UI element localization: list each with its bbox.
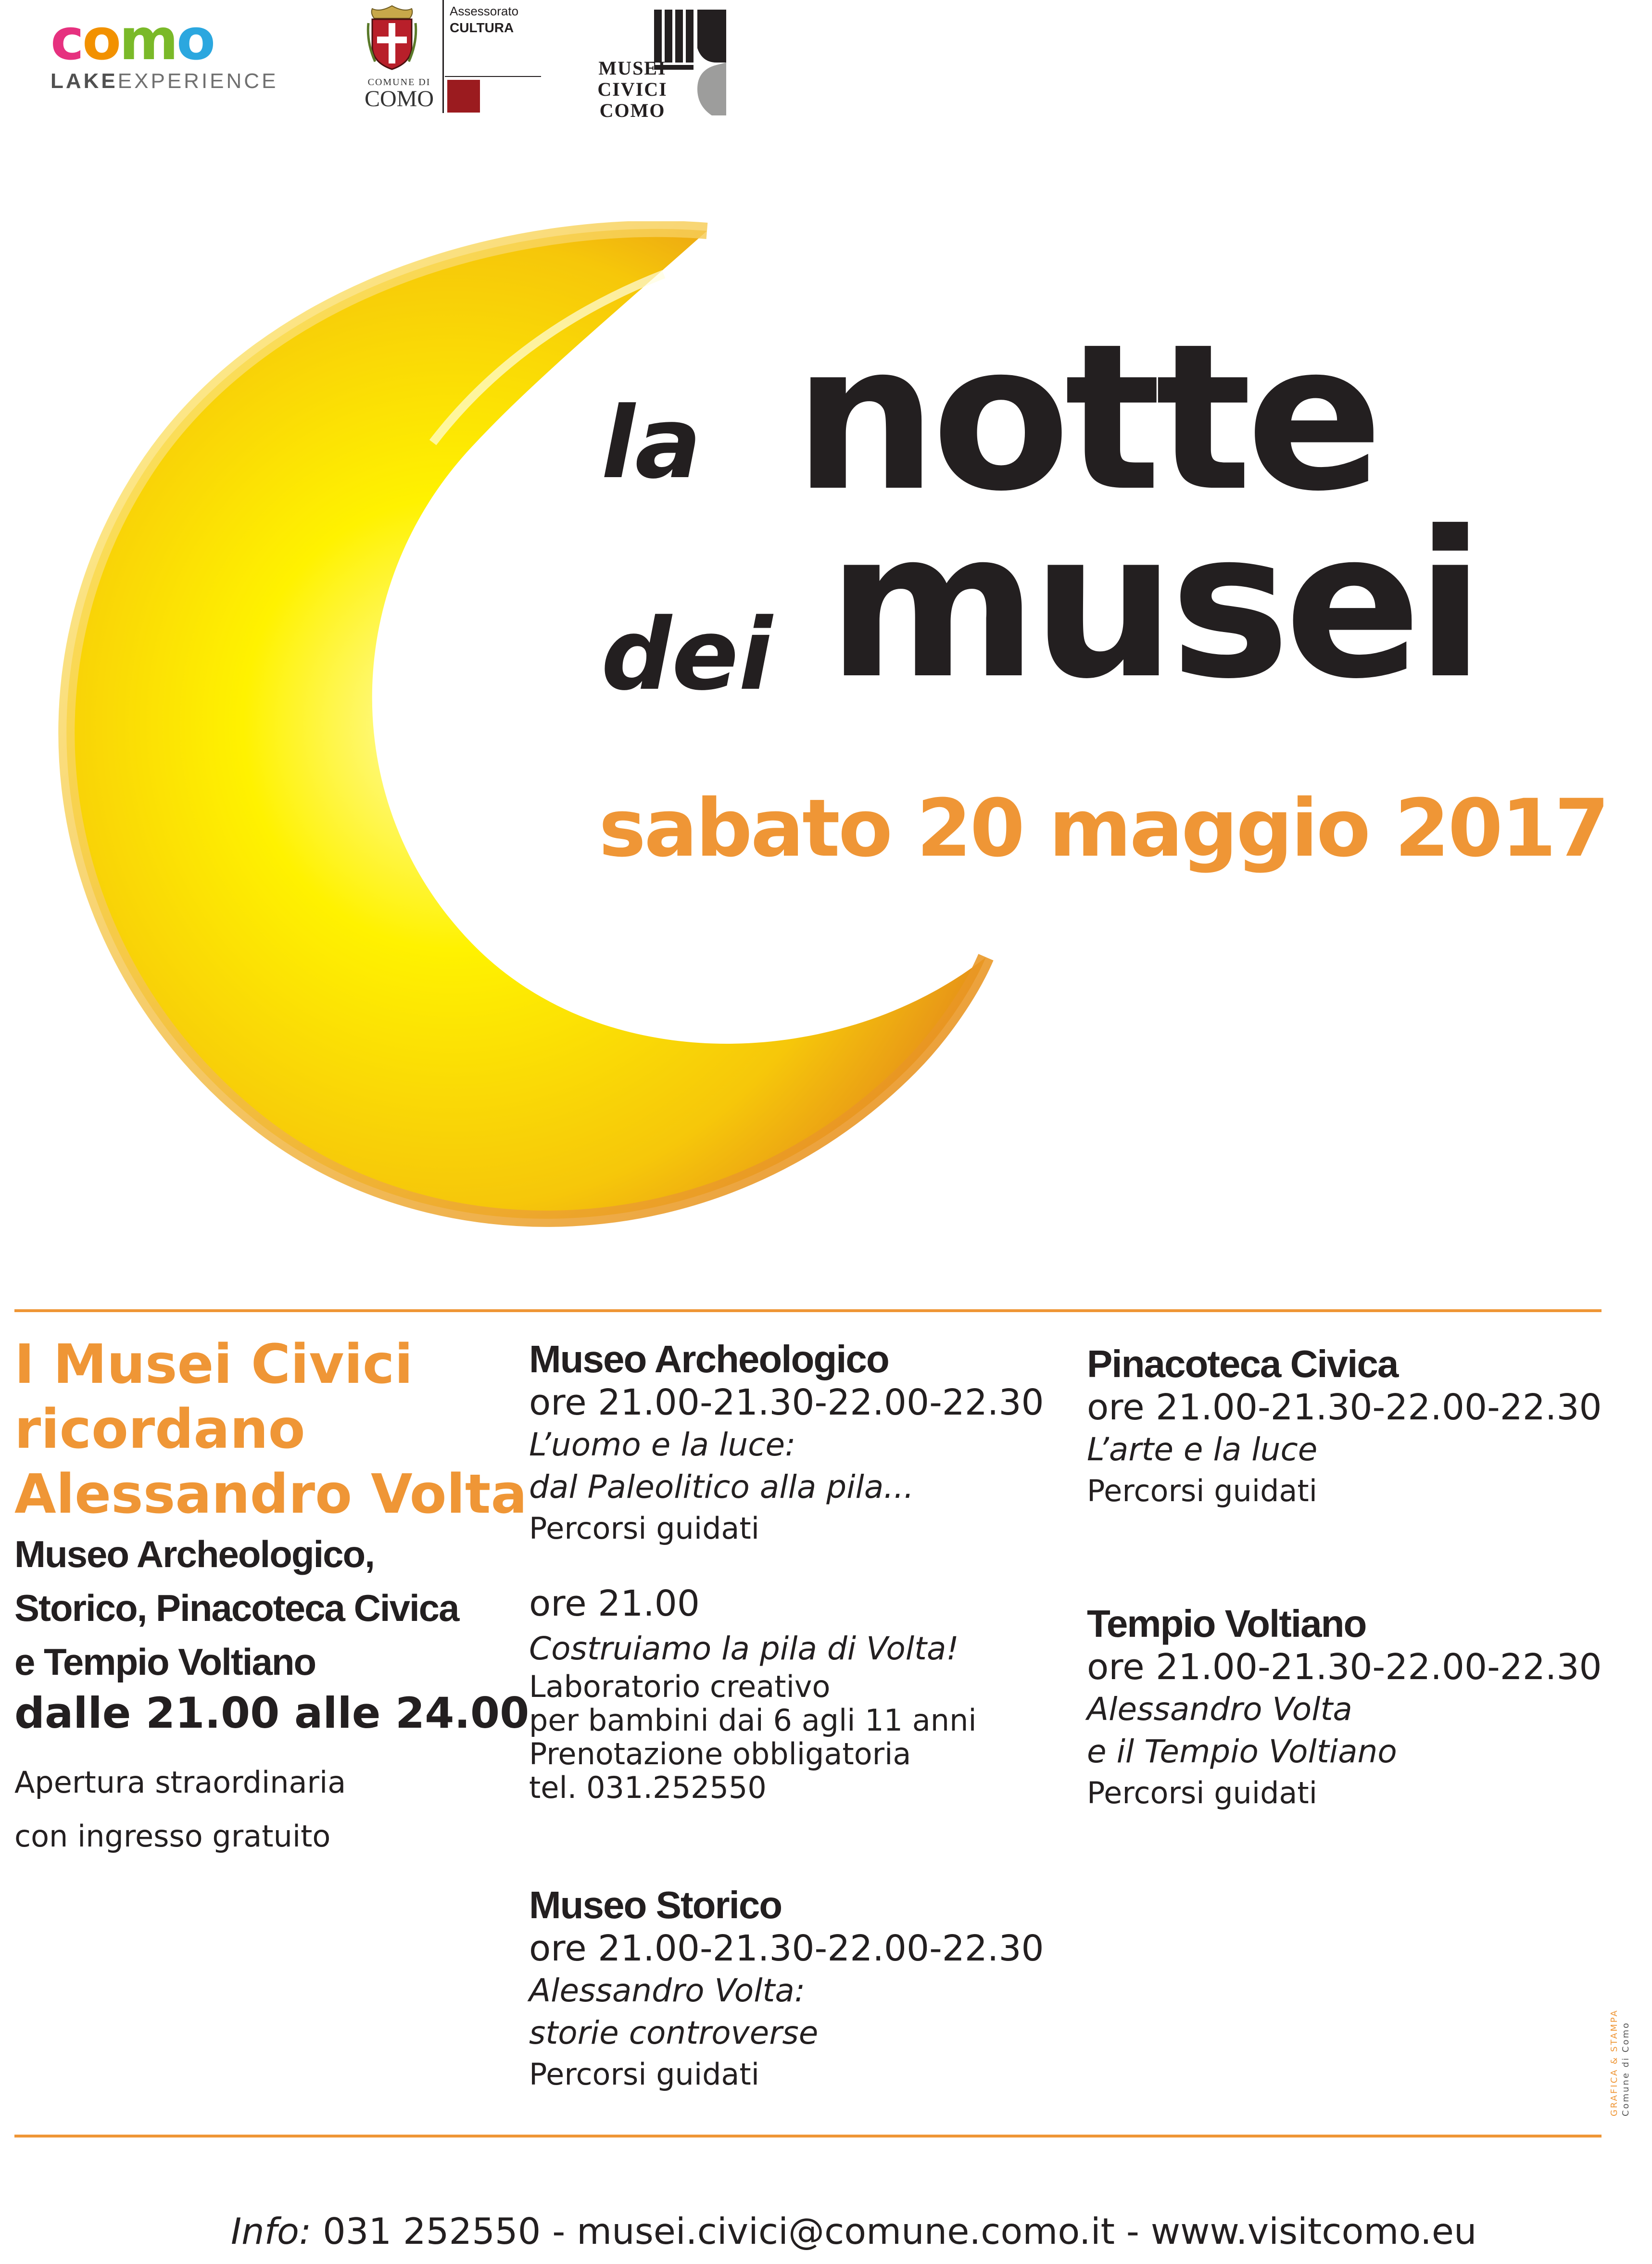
venue-line: Museo Archeologico,	[14, 1533, 374, 1575]
como-letter: c	[50, 6, 82, 73]
tour-theme: Alessandro Volta:	[529, 1972, 806, 2009]
tour-theme: dal Paleolitico alla pila...	[529, 1468, 914, 1505]
venue-line: Storico, Pinacoteca Civica	[14, 1587, 459, 1629]
red-square-mark	[447, 80, 480, 113]
logo-divider	[442, 0, 444, 113]
lab-line: Laboratorio creativo	[529, 1669, 831, 1704]
title-dei: dei	[601, 598, 773, 712]
musei-civici-como-text	[592, 58, 673, 121]
intro-heading-line: Alessandro Volta	[14, 1463, 528, 1526]
como-wordmark	[50, 6, 281, 73]
title-musei: musei	[827, 488, 1479, 723]
lab-line: tel. 031.252550	[529, 1770, 767, 1805]
tour-theme: L’uomo e la luce:	[529, 1426, 796, 1463]
print-credit	[1609, 1991, 1638, 2116]
tour-theme: e il Tempio Voltiano	[1087, 1733, 1397, 1770]
note-line: Apertura straordinaria	[14, 1765, 346, 1800]
museo-archeologico-block	[529, 1337, 1044, 1549]
museum-name: Pinacoteca Civica	[1087, 1342, 1398, 1385]
footer-info	[231, 2210, 1477, 2252]
intro-heading	[14, 1332, 527, 1527]
tour-type: Percorsi guidati	[1087, 1473, 1317, 1508]
pinacoteca-civica-block	[1087, 1342, 1602, 1511]
bottom-divider	[14, 2135, 1602, 2138]
tour-type: Percorsi guidati	[529, 2057, 759, 2092]
info-label: Info:	[231, 2210, 312, 2252]
title-la: la	[601, 386, 702, 501]
cultura-label: CULTURA	[450, 20, 514, 35]
event-date: sabato 20 maggio 2017	[599, 782, 1608, 874]
logo-divider	[445, 76, 541, 77]
venue-line: e Tempio Voltiano	[14, 1641, 316, 1683]
como-lake-experience-logo	[50, 6, 281, 93]
tempio-voltiano-block	[1087, 1602, 1602, 1813]
museum-name: Museo Archeologico	[529, 1338, 889, 1380]
comune-di-label: COMUNE DI	[367, 77, 431, 88]
tour-hours: ore 21.00-21.30-22.00-22.30	[1087, 1387, 1602, 1428]
musei-line: MUSEI	[598, 57, 667, 79]
city-crest-icon	[366, 4, 418, 71]
contact-info: 031 252550 - musei.civici@comune.como.it - www.visitcomo.eu	[311, 2210, 1477, 2252]
lake-experience-tagline	[50, 69, 281, 93]
intro-heading-line: I Musei Civici	[14, 1333, 413, 1396]
tour-hours: ore 21.00-21.30-22.00-22.30	[1087, 1646, 1602, 1688]
musei-line: CIVICI	[597, 78, 668, 100]
musei-civici-como-logo	[592, 10, 736, 130]
intro-heading-line: ricordano	[14, 1398, 305, 1461]
museo-storico-block	[529, 1883, 1044, 2095]
musei-line: COMO	[599, 100, 666, 121]
museum-name: Museo Storico	[529, 1884, 782, 1926]
como-letter: m	[119, 6, 177, 73]
tour-type: Percorsi guidati	[1087, 1775, 1317, 1810]
credit-line: GRAFICA & STAMPA	[1609, 2009, 1619, 2116]
assessorato-label: Assessorato	[450, 4, 519, 18]
tour-type: Percorsi guidati	[529, 1511, 759, 1546]
tour-hours: ore 21.00-21.30-22.00-22.30	[529, 1382, 1044, 1423]
como-letter: o	[177, 6, 214, 73]
note-line: con ingresso gratuito	[14, 1819, 331, 1854]
title-notte: notte	[794, 301, 1377, 536]
museum-name: Tempio Voltiano	[1087, 1602, 1366, 1645]
lab-hours: ore 21.00	[529, 1583, 700, 1624]
comune-di-como-logo	[346, 0, 539, 115]
tour-hours: ore 21.00-21.30-22.00-22.30	[529, 1928, 1044, 1969]
como-label: COMO	[364, 86, 434, 112]
como-letter: o	[82, 6, 120, 73]
intro-note	[14, 1756, 346, 1863]
tour-theme: Alessandro Volta	[1087, 1691, 1352, 1728]
experience-e: E	[117, 69, 135, 93]
lake-word: LAKE	[50, 69, 118, 93]
tour-theme: storie controverse	[529, 2014, 819, 2051]
tour-theme: L’arte e la luce	[1087, 1431, 1318, 1468]
intro-hours: dalle 21.00 alle 24.00	[14, 1688, 530, 1738]
intro-venues	[14, 1527, 458, 1689]
lab-title: Costruiamo la pila di Volta!	[529, 1630, 959, 1667]
lab-line: per bambini dai 6 agli 11 anni	[529, 1703, 977, 1738]
lab-block	[529, 1582, 977, 1805]
experience-word: XPERIENCE	[134, 69, 278, 93]
lab-line: Prenotazione obbligatoria	[529, 1736, 911, 1771]
top-divider	[14, 1309, 1602, 1312]
credit-line: Comune di Como	[1621, 2021, 1631, 2116]
